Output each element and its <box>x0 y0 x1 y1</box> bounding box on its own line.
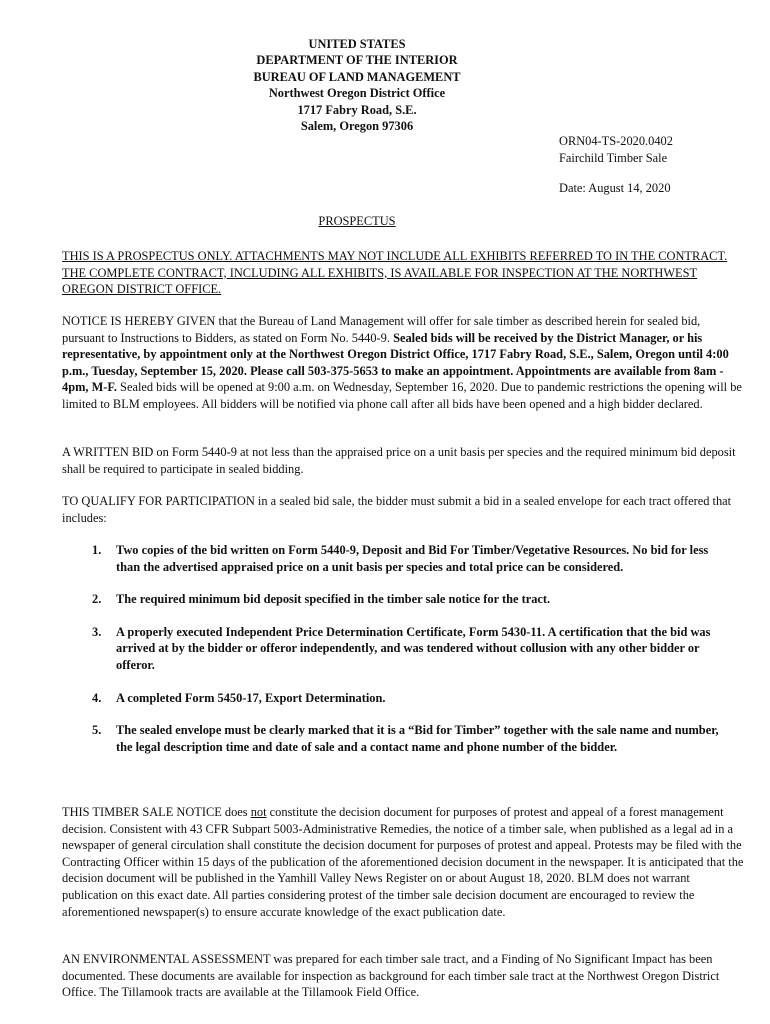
list-item: 4. A completed Form 5450-17, Export Determination. <box>92 690 386 705</box>
header-line: Salem, Oregon 97306 <box>300 119 414 134</box>
list-item: 2. The required minimum bid deposit specified in the timber sale notice for the tract. <box>92 592 551 607</box>
document-date: Date: August 14, 2020 <box>559 181 671 195</box>
sale-notice-paragraph: THIS TIMBER SALE NOTICE does not constitute the decision document for purposes of protest and appeal of a forest management decision. Consistent with 43 CFR Subpart 5003-Administrative Remedies, the notice of a timber sale, when published as a legal ad in a newspaper of general circulation shall constitute the decision document for purposes of protest and appeal. Protests may be filed with the Contracting Officer within 15 days of the publication of the aforementioned decision document in the newspaper. It is anticipated that the decision document will be published in the Yamhill Valley News Register on or about August 18, 2020. BLM does not warrant publication on this exact date. All parties considering protest of the timber sale decision document are encouraged to review the aforementioned newspaper(s) to ensure accurate knowledge of the exact publication date. <box>62 805 744 919</box>
sale-name: Fairchild Timber Sale <box>559 151 668 165</box>
notice-rest: Sealed bids will be opened at 9:00 a.m. on Wednesday, September 16, 2020. Due to pandemic restrictions the opening will be limited to BLM employees. All bidders will be notified via phone call after all bids have been opened and a high bidder declared. <box>62 380 742 411</box>
not-emphasis: not <box>250 805 267 819</box>
reference-block <box>559 133 673 197</box>
disclaimer-paragraph: THIS IS A PROSPECTUS ONLY. ATTACHMENTS MAY NOT INCLUDE ALL EXHIBITS REFERRED TO IN THE CONTRACT. THE COMPLETE CONTRACT, INCLUDING ALL EXHIBITS, IS AVAILABLE FOR INSPECTION AT THE NORTHWEST OREGON DISTRICT OFFICE. <box>62 249 728 297</box>
requirements-list <box>92 542 722 771</box>
notice-bold: Sealed bids will be received by the District Manager, or his representative, by appointment only at the Northwest Oregon District Office, 1717 Fabry Road, S.E., Salem, Oregon until 4:00 p.m., Tuesday, September 15, 2020. Please call 503-375-5653 to make an appointment. Appointments are available from 8am - 4pm, M-F. <box>62 330 729 395</box>
header-line: Northwest Oregon District Office <box>268 86 446 101</box>
header-line: DEPARTMENT OF THE INTERIOR <box>256 53 458 68</box>
list-item: 3. A properly executed Independent Price Determination Certificate, Form 5430-11. A certification that the bid was arrived at by the bidder or offeror independently, and was tendered without collusion with any other bidder or offeror. <box>92 624 711 672</box>
document-title: PROSPECTUS <box>318 214 396 228</box>
list-item: 5. The sealed envelope must be clearly marked that it is a “Bid for Timber” together with the sale name and number, the legal description time and date of sale and a contact name and phone number of the bidder. <box>92 723 719 754</box>
environmental-paragraph: AN ENVIRONMENTAL ASSESSMENT was prepared for each timber sale tract, and a Finding of No Significant Impact has been documented. These documents are available for inspection as background for each timber sale tract at the Northwest Oregon District Office. The Tillamook tracts are available at the Tillamook Field Office. <box>62 952 720 1000</box>
header-line: 1717 Fabry Road, S.E. <box>297 102 417 117</box>
qualify-paragraph: TO QUALIFY FOR PARTICIPATION in a sealed bid sale, the bidder must submit a bid in a sealed envelope for each tract offered that includes: <box>62 494 732 525</box>
agency-header <box>0 36 714 134</box>
notice-paragraph <box>62 313 746 413</box>
header-line: UNITED STATES <box>308 37 406 51</box>
reference-number: ORN04-TS-2020.0402 <box>559 134 673 148</box>
notice-intro: NOTICE IS HEREBY GIVEN that the Bureau of Land Management will offer for sale timber as described herein for sealed bid, pursuant to Instructions to Bidders, as stated on Form No. 5440-9. <box>62 314 701 345</box>
written-bid-paragraph: A WRITTEN BID on Form 5440-9 at not less than the appraised price on a unit basis per species and the required minimum bid deposit shall be required to participate in sealed bidding. <box>62 445 736 476</box>
list-item: 1. Two copies of the bid written on Form 5440-9, Deposit and Bid For Timber/Vegetative Resources. No bid for less than the advertised appraised price on a unit basis per species and total price can be considered. <box>92 543 709 574</box>
header-line: BUREAU OF LAND MANAGEMENT <box>253 69 461 84</box>
